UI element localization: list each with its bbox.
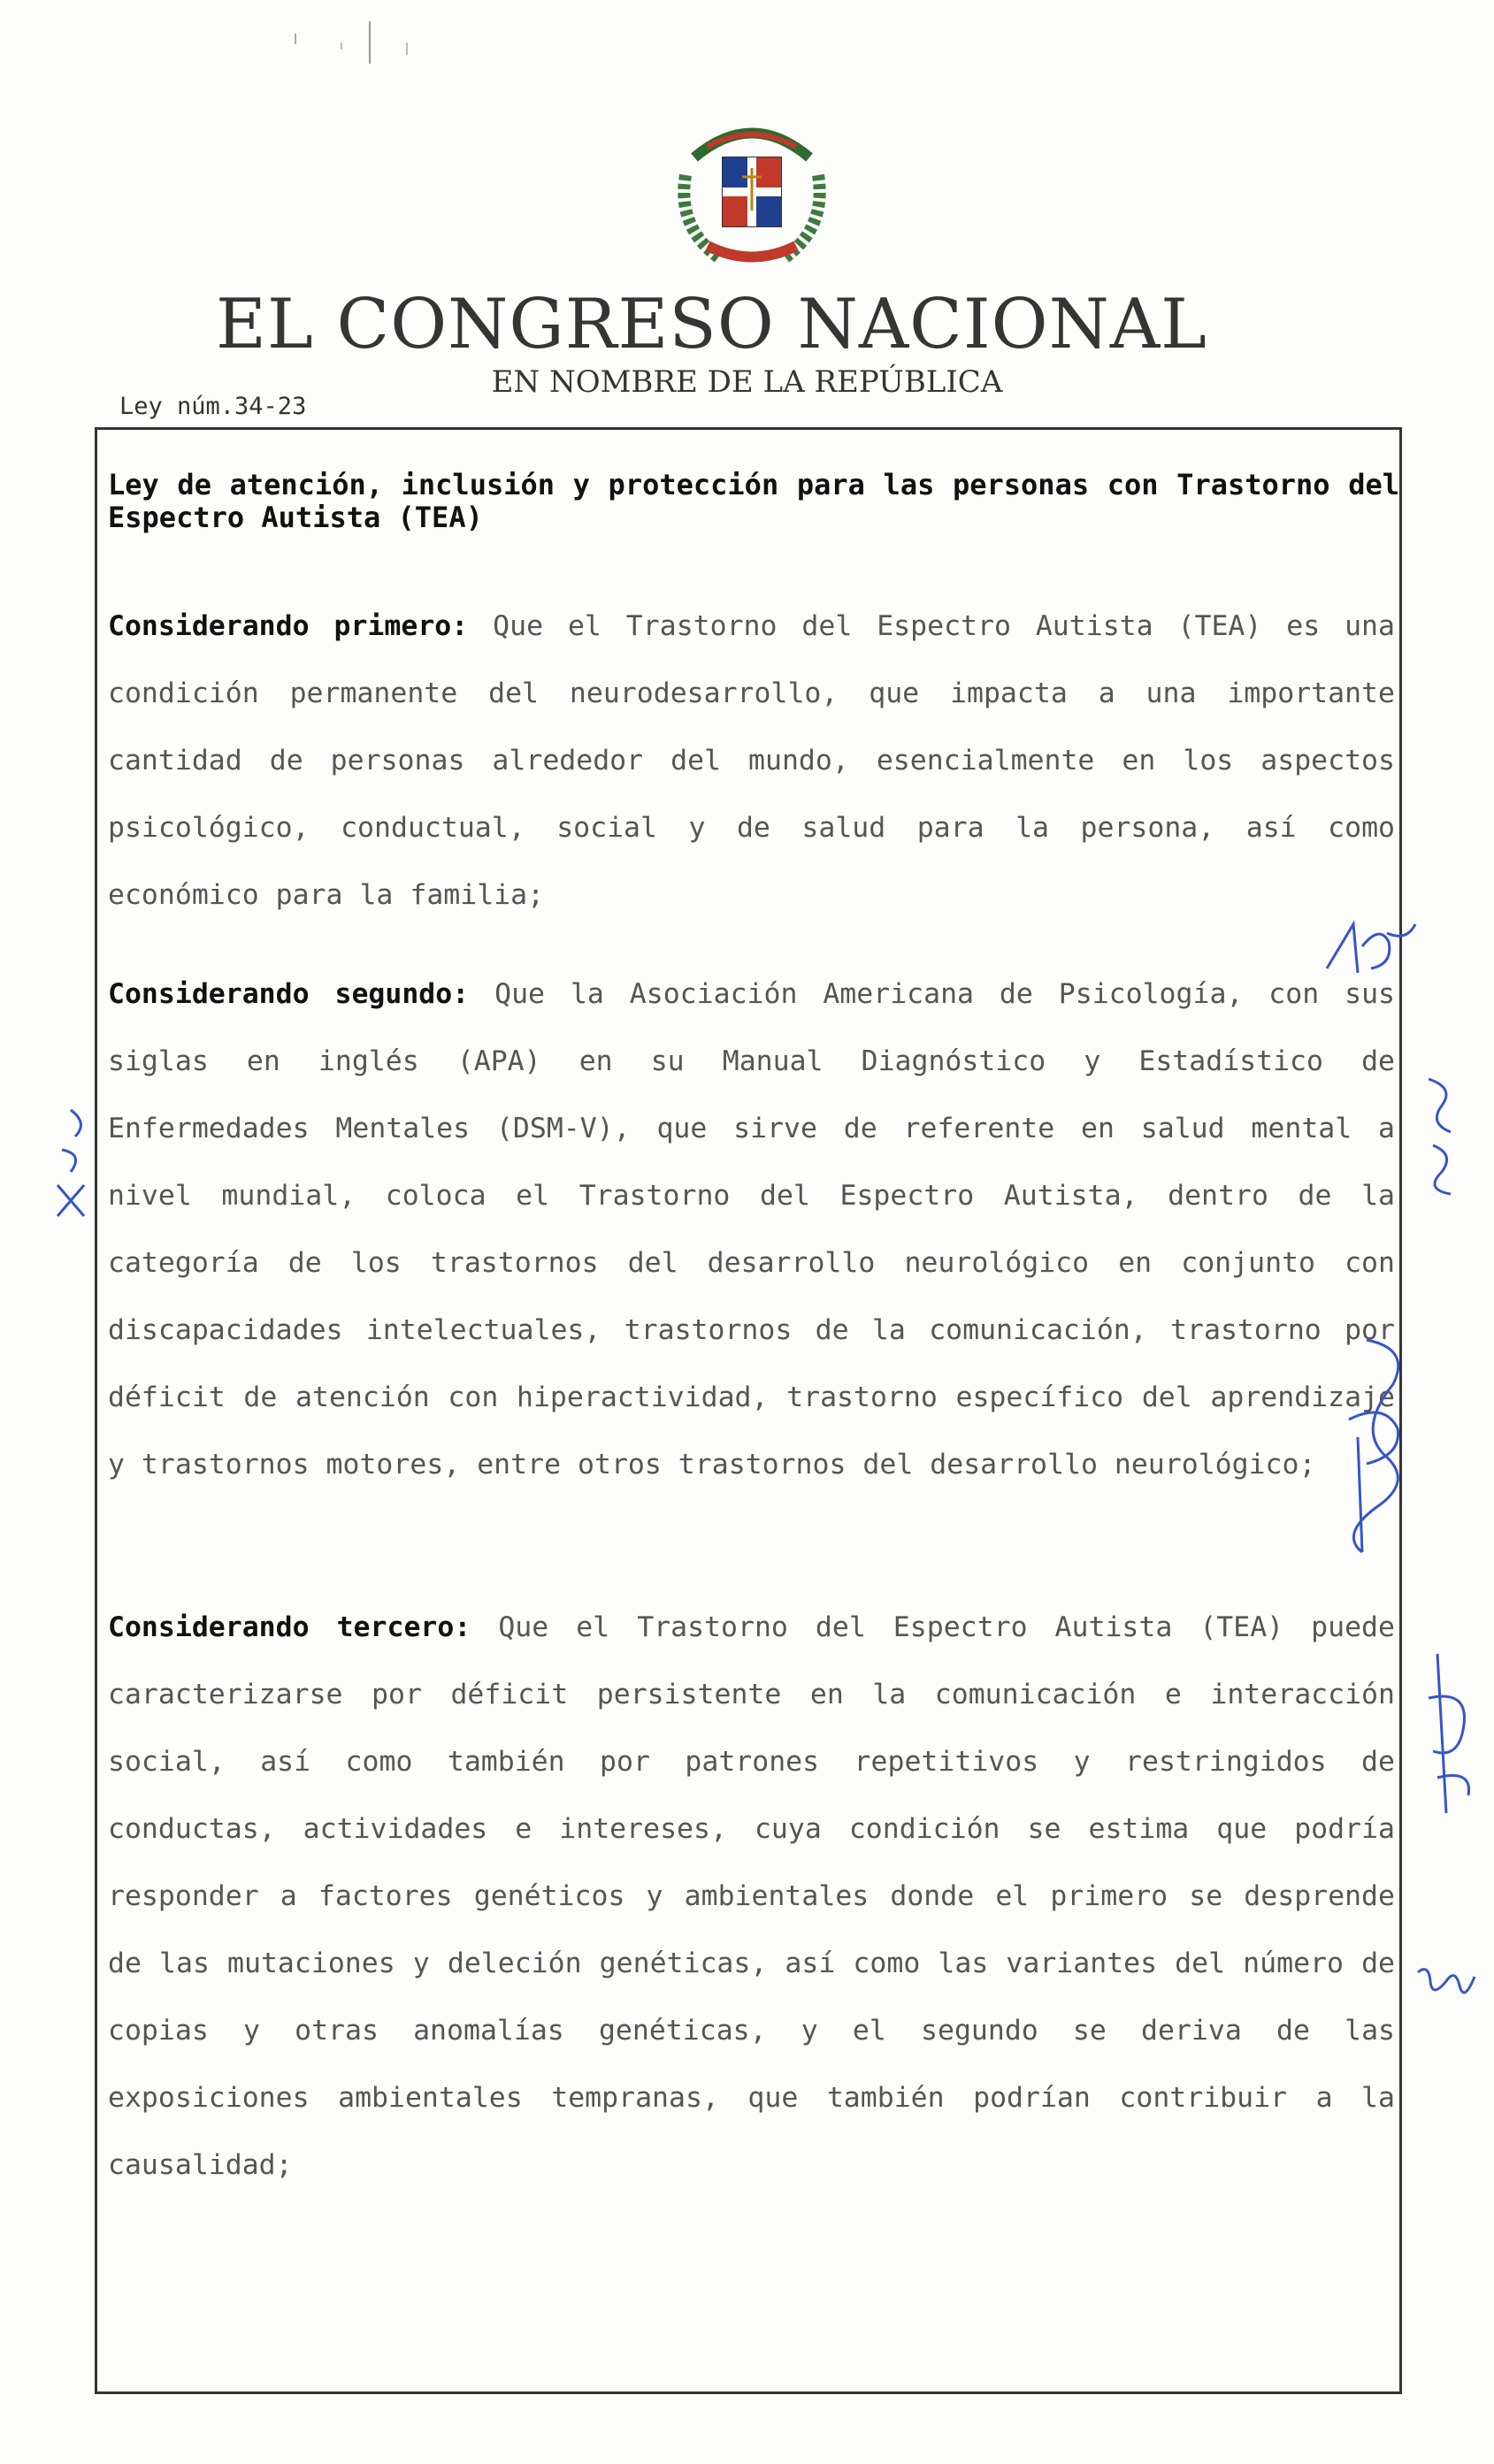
law-title: Ley de atención, inclusión y protección para las personas con Trastorno del Espectro Autista (TEA) — [108, 468, 1399, 534]
institution-title: EL CONGRESO NACIONAL — [216, 285, 1207, 364]
paragraph-lead: Considerando segundo: — [108, 978, 470, 1010]
paragraph-considerando-segundo — [108, 960, 1395, 1498]
handwritten-initials — [44, 1101, 97, 1225]
paragraph-considerando-primero — [108, 593, 1395, 929]
law-number: Ley núm.34-23 — [119, 393, 307, 420]
handwritten-initials — [1318, 907, 1424, 986]
handwritten-initials — [1411, 1955, 1482, 2016]
handwritten-signature — [1420, 1645, 1482, 1822]
paragraph-considerando-tercero — [108, 1594, 1395, 2199]
scan-specks — [283, 18, 425, 71]
handwritten-signature — [1331, 1331, 1411, 1561]
paragraph-text: Que el Trastorno del Espectro Autista (TEA) es una condición permanente del neurodesarrollo, que impacta a una importante cantidad de personas alrededor del mundo, esencialmente en los aspectos psicológico, conductual, social y de salud para la persona, así como económico para la familia; — [108, 610, 1395, 911]
coat-of-arms-icon — [659, 113, 845, 272]
paragraph-lead: Considerando primero: — [108, 610, 469, 642]
paragraph-text: Que el Trastorno del Espectro Autista (TEA) puede caracterizarse por déficit persistente en la comunicación e interacción social, así como también por patrones repetitivos y restringidos de conductas, actividades e intereses, cuya condición se estima que podría responder a factores genéticos y ambientales donde el primero se desprende de las mutaciones y deleción genéticas, así como las variantes del número de copias y otras anomalías genéticas, y el segundo se deriva de las exposiciones ambientales tempranas, que también podrían contribuir a la causalidad; — [108, 1611, 1395, 2181]
institution-subtitle: EN NOMBRE DE LA REPÚBLICA — [491, 364, 1003, 400]
paragraph-text: Que la Asociación Americana de Psicología, con sus siglas en inglés (APA) en su Manual Diagnóstico y Estadístico de Enfermedades Mentales (DSM-V), que sirve de referente en salud mental a nivel mundial, coloca el Trastorno del Espectro Autista, dentro de la categoría de los trastornos del desarrollo neurológico en conjunto con discapacidades intelectuales, trastornos de la comunicación, trastorno por déficit de atención con hiperactividad, trastorno específico del aprendizaje y trastornos motores, entre otros trastornos del desarrollo neurológico; — [108, 978, 1395, 1481]
handwritten-initials — [1415, 1070, 1468, 1203]
paragraph-lead: Considerando tercero: — [108, 1611, 471, 1643]
